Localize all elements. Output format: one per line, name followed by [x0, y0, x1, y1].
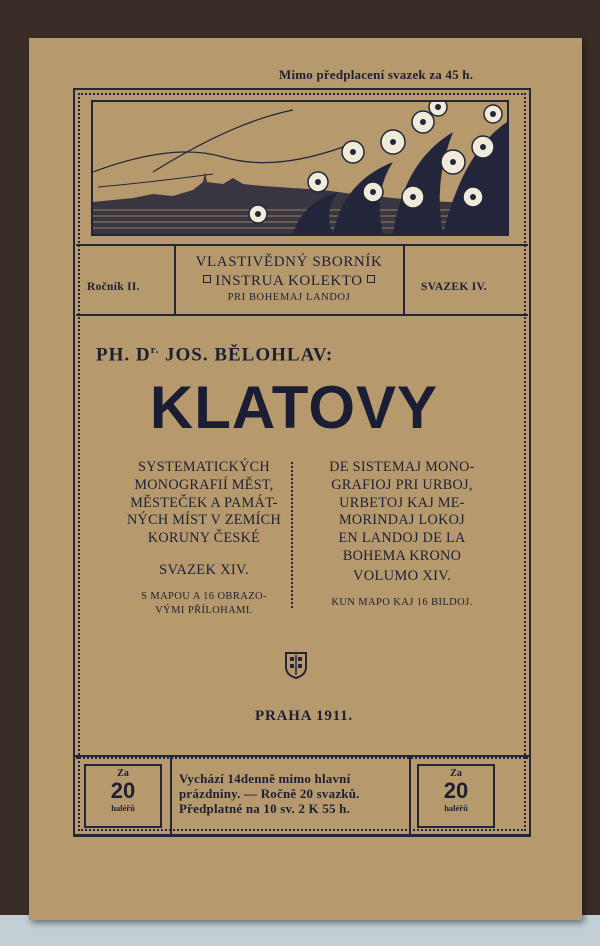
- top-price-note: Mimo předplacení svazek za 45 h.: [279, 67, 474, 82]
- band-left-divider: [174, 244, 176, 316]
- esperanto-line: DE SISTEMAJ MONO-: [329, 459, 475, 475]
- price-za: Za: [450, 768, 462, 779]
- price-unit: haléřů: [111, 803, 135, 813]
- landscape-flowers-illustration: [93, 102, 507, 234]
- czech-line: NÝCH MÍST V ZEMÍCH: [127, 512, 281, 529]
- band-bottom-rule: [76, 314, 528, 316]
- esperanto-note: [307, 596, 497, 610]
- subscription-info: [179, 771, 409, 816]
- band-right-divider: [403, 244, 405, 316]
- series-title: [179, 253, 399, 305]
- price-box-right: [417, 764, 495, 828]
- square-ornament-icon: [367, 275, 375, 283]
- esperanto-line: BOHEMA KRONO: [342, 547, 462, 564]
- imprint: PRAHA 1911.: [255, 708, 353, 724]
- czech-note-line: S MAPOU A 16 OBRAZO-: [141, 590, 267, 602]
- esperanto-volume: VOLUMO XIV.: [352, 567, 452, 584]
- author-sup: r.: [150, 344, 160, 356]
- price-amount: 20: [443, 778, 469, 803]
- author-prefix: PH. D: [96, 344, 151, 366]
- author-name: JOS. BĚLOHLAV:: [159, 344, 334, 366]
- author-line: [96, 344, 333, 366]
- series-line-2: [179, 272, 399, 291]
- price-za: Za: [117, 768, 129, 779]
- price-amount: 20: [110, 778, 136, 803]
- price-box-left: [84, 764, 162, 828]
- czech-line: MONOGRAFIÍ MĚST,: [134, 476, 274, 493]
- bottom-band-dots: [76, 757, 528, 759]
- subscription-line: Předplatné na 10 sv. 2 K 55 h.: [179, 801, 351, 816]
- subscription-line: prázdniny. — Ročně 20 svazků.: [179, 786, 360, 801]
- publisher-emblem-icon: [284, 651, 308, 679]
- volume-year-label: Ročník II.: [87, 281, 140, 293]
- series-line-3: PRI BOHEMAJ LANDOJ: [227, 292, 351, 303]
- bottom-left-divider: [170, 755, 172, 837]
- esperanto-line: GRAFIOJ PRI URBOJ,: [331, 476, 473, 493]
- czech-line: KORUNY ČESKÉ: [147, 530, 261, 547]
- esperanto-line: MORINDAJ LOKOJ: [339, 512, 465, 529]
- esperanto-description: [307, 459, 497, 610]
- column-divider: [291, 462, 293, 608]
- band-top-rule: [76, 244, 528, 246]
- czech-description: [109, 459, 299, 618]
- cover-illustration: [91, 100, 509, 236]
- issue-label: SVAZEK IV.: [421, 281, 487, 293]
- esperanto-line: URBETOJ KAJ ME-: [339, 494, 465, 511]
- czech-note-line: VÝMI PŘÍLOHAMI.: [155, 604, 253, 616]
- series-line-1: VLASTIVĚDNÝ SBORNÍK: [195, 254, 383, 270]
- czech-line: MĚSTEČEK A PAMÁT-: [130, 494, 278, 511]
- czech-note: [109, 590, 299, 618]
- esperanto-note-line: KUN MAPO KAJ 16 BILDOJ.: [331, 596, 473, 608]
- price-unit: haléřů: [444, 803, 468, 813]
- book-title: KLATOVY: [149, 374, 439, 441]
- czech-volume: SVAZEK XIV.: [159, 561, 249, 578]
- bottom-right-divider: [409, 755, 411, 837]
- square-ornament-icon: [203, 275, 211, 283]
- czech-line: SYSTEMATICKÝCH: [138, 459, 270, 475]
- series-line-2-text: INSTRUA KOLEKTO: [215, 273, 363, 289]
- book-cover: [29, 38, 582, 920]
- subscription-line: Vychází 14denně mimo hlavní: [179, 771, 351, 786]
- esperanto-line: EN LANDOJ DE LA: [338, 530, 466, 547]
